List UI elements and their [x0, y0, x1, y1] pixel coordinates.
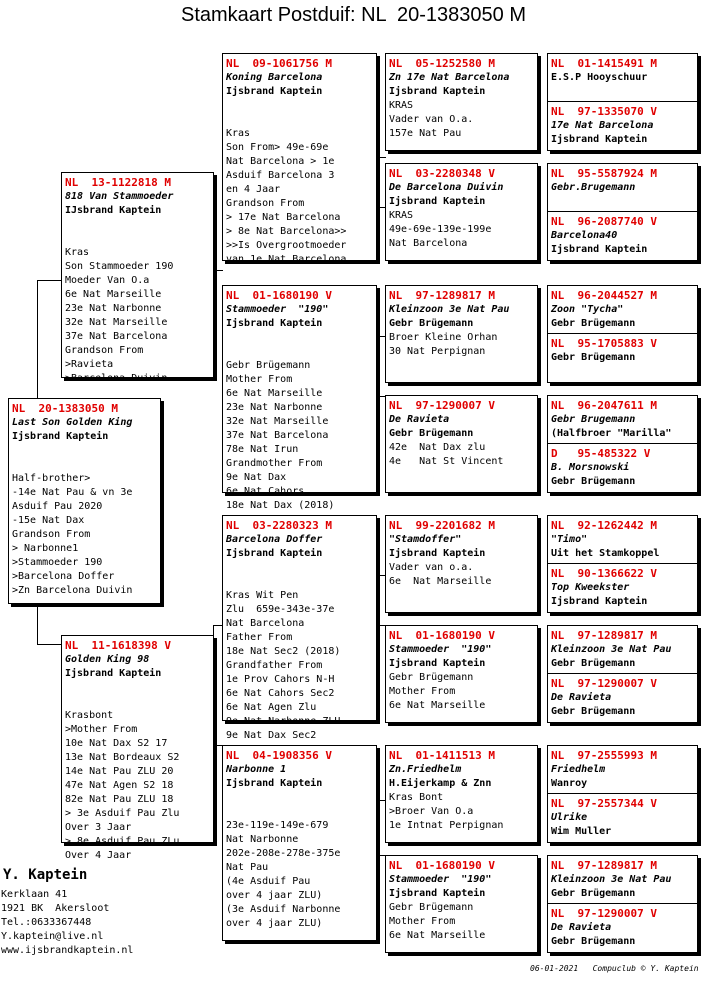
pigeon-owner: Uit het Stamkoppel [551, 548, 660, 559]
pigeon-card-gen3 [385, 395, 538, 493]
pigeon-owner: Ijsbrand Kaptein [389, 548, 486, 559]
pigeon-name: Gebr.Brugemann [551, 182, 636, 193]
pigeon-name: 17e Nat Barcelona [551, 120, 654, 131]
pigeon-owner: Ijsbrand Kaptein [12, 431, 109, 442]
pigeon-name: Kleinzoon 3e Nat Pau [551, 874, 672, 885]
pigeon-pair-gen4 [547, 745, 698, 843]
ring-number: NL 96-2047611 M [551, 399, 657, 412]
ring-number: NL 01-1415491 M [551, 57, 657, 70]
ring-number: NL 96-2087740 V [551, 215, 657, 228]
ring-number: NL 03-2280348 V [389, 167, 495, 180]
breeder-address: Kerklaan 41 [1, 889, 68, 900]
connector-line [213, 270, 223, 271]
pigeon-name: Kleinzoon 3e Nat Pau [389, 304, 510, 315]
pigeon-name: Friedhelm [551, 764, 606, 775]
connector-line [37, 280, 38, 400]
pigeon-card-gen2 [222, 53, 377, 265]
pigeon-info: Kras Son From> 49e-69e Nat Barcelona > 1e Asduif Barcelona 3 en 4 Jaar Grandson From > 17e Nat Barcelona > 8e Nat Barcelona>> >>Is Overgrootmoeder van 1e Nat Barcelona [226, 128, 347, 265]
pigeon-owner: Gebr Brügemann [389, 318, 474, 329]
pigeon-owner: Ijsbrand Kaptein [65, 668, 162, 679]
ring-number: D 95-485322 V [551, 447, 651, 460]
footer-credit: 06-01-2021 Compuclub © Y. Kaptein [530, 964, 699, 973]
pigeon-info: 23e-119e-149e-679 Nat Narbonne 202e-208e-278e-375e Nat Pau (4e Asduif Pau over 4 jaar ZLU) (3e Asduif Narbonne over 4 jaar ZLU) [226, 820, 341, 929]
pigeon-card-gen3 [385, 285, 538, 383]
breeder-phone: Tel.:0633367448 [1, 917, 92, 928]
pigeon-owner: Ijsbrand Kaptein [389, 658, 486, 669]
pigeon-name: Zoon "Tycha" [551, 304, 624, 315]
ring-number: NL 97-1290007 V [551, 677, 657, 690]
pigeon-name: Koning Barcelona [226, 72, 323, 83]
pigeon-info: Half-brother> -14e Nat Pau & vn 3e Asduif Pau 2020 -15e Nat Dax Grandson From > Narbonne1 >Stammoeder 190 >Barcelona Doffer >Zn Barcelona Duivin [12, 473, 133, 596]
pigeon-name: Zn 17e Nat Barcelona [389, 72, 510, 83]
pigeon-owner: Ijsbrand Kaptein [226, 318, 323, 329]
breeder-postal: 1921 BK Akersloot [1, 903, 110, 914]
pigeon-info: Gebr Brügemann Mother From 6e Nat Marseille 23e Nat Narbonne 32e Nat Marseille 37e Nat Barcelona 78e Nat Irun Grandmother From 9e Nat Dax 6e Nat Cahors 18e Nat Dax (2018) [226, 360, 335, 511]
ring-number: NL 03-2280323 M [226, 519, 332, 532]
ring-number: NL 04-1908356 V [226, 749, 332, 762]
ring-number: NL 01-1680190 V [226, 289, 332, 302]
pigeon-owner: (Halfbroer "Marilla" [551, 428, 672, 439]
ring-number: NL 13-1122818 M [65, 176, 171, 189]
pigeon-owner: Ijsbrand Kaptein [226, 86, 323, 97]
pigeon-name: Stammoeder "190" [389, 644, 492, 655]
pigeon-info: Gebr Brügemann Mother From 6e Nat Marseille [389, 902, 486, 941]
pigeon-name: De Ravieta [551, 922, 612, 933]
pigeon-card-subject [8, 398, 161, 604]
pigeon-name: Kleinzoon 3e Nat Pau [551, 644, 672, 655]
pigeon-owner: Gebr Brügemann [551, 936, 636, 947]
ring-number: NL 97-1289817 M [551, 859, 657, 872]
pigeon-owner: IJsbrand Kaptein [65, 205, 162, 216]
pigeon-owner: Ijsbrand Kaptein [389, 86, 486, 97]
pigeon-name: Ulrike [551, 812, 588, 823]
pigeon-pair-gen4 [547, 855, 698, 953]
page-title: Stamkaart Postduif: NL 20-1383050 M [181, 4, 526, 26]
pigeon-owner: H.Eijerkamp & Znn [389, 778, 492, 789]
ring-number: NL 97-1290007 V [551, 907, 657, 920]
pigeon-name: Golden King 98 [65, 654, 150, 665]
pigeon-info: Kras Wit Pen Zlu 659e-343e-37e Nat Barcelona Father From 18e Nat Sec2 (2018) Grandfather From 1e Prov Cahors N-H 6e Nat Cahors Sec2 6e Nat Agen Zlu 9e Nat Narbonne ZLU 9e Nat Dax Sec2 [226, 590, 341, 741]
pigeon-card-gen3 [385, 745, 538, 843]
pigeon-name: 818 Van Stammoeder [65, 191, 174, 202]
ring-number: NL 97-1289817 M [389, 289, 495, 302]
pigeon-card-gen3 [385, 625, 538, 723]
pigeon-owner: Gebr Brügemann [551, 352, 636, 363]
pigeon-owner: Gebr Brügemann [551, 706, 636, 717]
pigeon-info: 42e Nat Dax zlu 4e Nat St Vincent [389, 442, 504, 467]
pigeon-card-gen3 [385, 53, 538, 151]
pigeon-owner: Gebr Brügemann [551, 476, 636, 487]
ring-number: NL 97-1290007 V [389, 399, 495, 412]
pigeon-owner: Ijsbrand Kaptein [226, 548, 323, 559]
ring-number: NL 01-1411513 M [389, 749, 495, 762]
pigeon-owner: E.S.P Hooyschuur [551, 72, 648, 83]
pigeon-name: Last Son Golden King [12, 417, 133, 428]
ring-number: NL 97-2557344 V [551, 797, 657, 810]
pigeon-name: "Timo" [551, 534, 588, 545]
pigeon-info: Gebr Brügemann Mother From 6e Nat Marseille [389, 672, 486, 711]
pigeon-pair-gen4 [547, 163, 698, 261]
pigeon-pair-gen4 [547, 625, 698, 723]
pigeon-owner: Gebr Brügemann [551, 658, 636, 669]
ring-number: NL 11-1618398 V [65, 639, 171, 652]
pigeon-pair-gen4 [547, 285, 698, 383]
pigeon-owner: Ijsbrand Kaptein [551, 134, 648, 145]
ring-number: NL 20-1383050 M [12, 402, 118, 415]
pigeon-name: Narbonne 1 [226, 764, 287, 775]
pigeon-name: Top Kweekster [551, 582, 630, 593]
pigeon-name: De Ravieta [389, 414, 450, 425]
pigeon-name: Zn.Friedhelm [389, 764, 462, 775]
pigeon-name: Stammoeder "190" [226, 304, 329, 315]
pigeon-pair-gen4 [547, 515, 698, 613]
pigeon-name: Stammoeder "190" [389, 874, 492, 885]
pigeon-card-father [61, 172, 214, 384]
pigeon-info: Vader van o.a. 6e Nat Marseille [389, 562, 492, 587]
pigeon-owner: Ijsbrand Kaptein [551, 244, 648, 255]
pigeon-pair-gen4 [547, 395, 698, 493]
pigeon-name: Barcelona40 [551, 230, 618, 241]
pigeon-owner: Ijsbrand Kaptein [551, 596, 648, 607]
ring-number: NL 92-1262442 M [551, 519, 657, 532]
breeder-website: www.ijsbrandkaptein.nl [1, 945, 134, 956]
pigeon-name: De Barcelona Duivin [389, 182, 504, 193]
pigeon-name: Barcelona Doffer [226, 534, 323, 545]
ring-number: NL 95-5587924 M [551, 167, 657, 180]
ring-number: NL 97-1335070 V [551, 105, 657, 118]
ring-number: NL 01-1680190 V [389, 859, 495, 872]
connector-line [376, 157, 386, 158]
pigeon-card-gen3 [385, 163, 538, 261]
ring-number: NL 96-2044527 M [551, 289, 657, 302]
breeder-name: Y. Kaptein [3, 867, 88, 883]
pigeon-info: Krasbont >Mother From 10e Nat Dax S2 17 13e Nat Bordeaux S2 14e Nat Pau ZLU 20 47e Nat Agen S2 18 82e Nat Pau ZLU 18 > 3e Asduif Pau Zlu Over 3 Jaar > 8e Asduif Pau ZLu Over 4 Jaar [65, 710, 180, 861]
pigeon-name: "Stamdoffer" [389, 534, 462, 545]
pigeon-card-mother [61, 635, 214, 861]
pigeon-card-gen2 [222, 285, 377, 511]
pigeon-owner: Ijsbrand Kaptein [389, 196, 486, 207]
pigeon-info: Broer Kleine Orhan 30 Nat Perpignan [389, 332, 498, 357]
pigeon-info: Kras Bont >Broer Van O.a 1e Intnat Perpignan [389, 792, 504, 831]
ring-number: NL 09-1061756 M [226, 57, 332, 70]
pigeon-owner: Wanroy [551, 778, 588, 789]
pigeon-card-gen3 [385, 855, 538, 953]
pigeon-info: KRAS Vader van O.a. 157e Nat Pau [389, 100, 474, 139]
connector-line [37, 644, 62, 645]
pigeon-pair-gen4 [547, 53, 698, 151]
pigeon-name: B. Morsnowski [551, 462, 630, 473]
ring-number: NL 90-1366622 V [551, 567, 657, 580]
pigeon-card-gen2 [222, 515, 377, 741]
pigeon-info: Kras Son Stammoeder 190 Moeder Van O.a 6e Nat Marseille 23e Nat Narbonne 32e Nat Marseille 37e Nat Barcelona Grandson From >Ravieta >Barcelona Duivin [65, 247, 174, 384]
pigeon-owner: Ijsbrand Kaptein [389, 888, 486, 899]
ring-number: NL 01-1680190 V [389, 629, 495, 642]
ring-number: NL 99-2201682 M [389, 519, 495, 532]
breeder-email: Y.kaptein@live.nl [1, 931, 104, 942]
pigeon-card-gen2 [222, 745, 377, 941]
ring-number: NL 95-1705883 V [551, 337, 657, 350]
pigeon-info: KRAS 49e-69e-139e-199e Nat Barcelona [389, 210, 492, 249]
ring-number: NL 97-2555993 M [551, 749, 657, 762]
pigeon-owner: Gebr Brügemann [389, 428, 474, 439]
pigeon-card-gen3 [385, 515, 538, 613]
pigeon-owner: Gebr Brügemann [551, 888, 636, 899]
connector-line [37, 280, 62, 281]
pigeon-name: De Ravieta [551, 692, 612, 703]
ring-number: NL 05-1252580 M [389, 57, 495, 70]
pigeon-owner: Gebr Brügemann [551, 318, 636, 329]
pigeon-owner: Wim Muller [551, 826, 612, 837]
ring-number: NL 97-1289817 M [551, 629, 657, 642]
pigeon-owner: Ijsbrand Kaptein [226, 778, 323, 789]
pigeon-name: Gebr Brugemann [551, 414, 636, 425]
